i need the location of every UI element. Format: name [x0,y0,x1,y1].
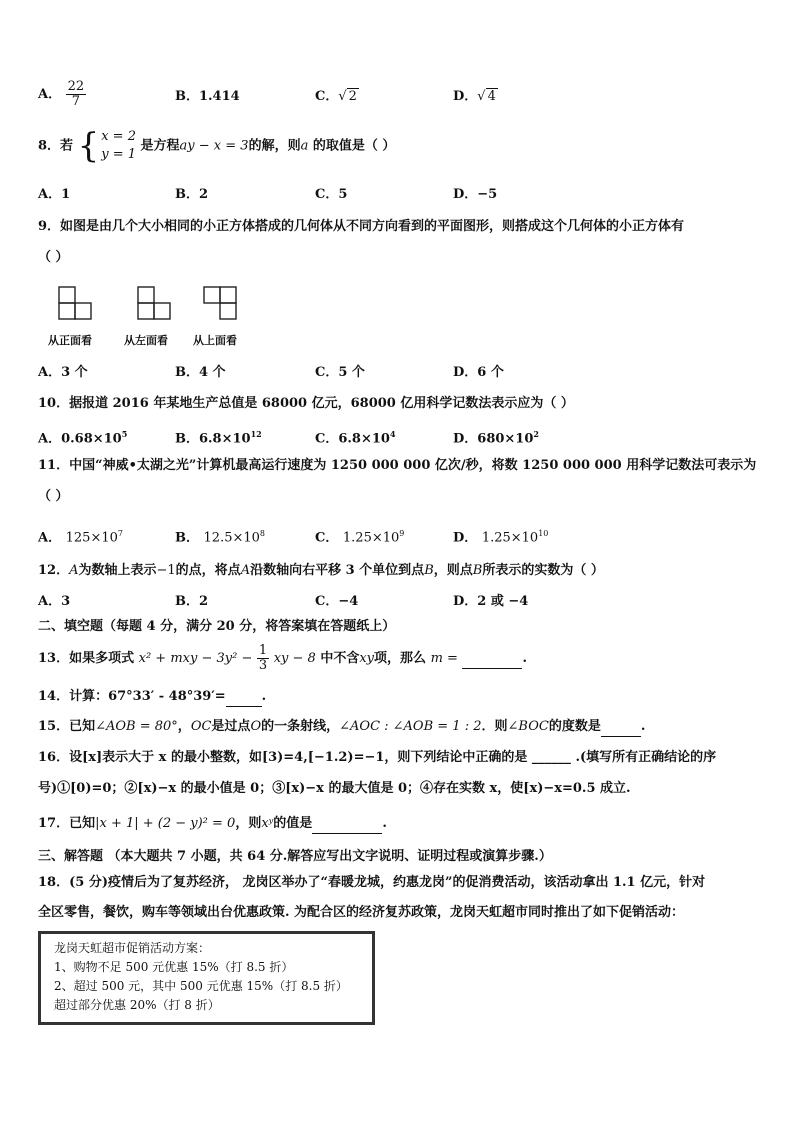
q14-answer-blank [226,688,262,707]
caption-top-view: 从上面看 [193,334,237,347]
question-10: 10．据报道 2016 年某地生产总值是 68000 亿元，68000 亿用科学记数法表示应为（ ） [38,396,574,411]
question-9-line2: （ ） [38,250,69,265]
q7-option-a: A． $\frac{22}{7}$ [38,79,85,109]
question-11-line1: 11．中国“神威•太湖之光”计算机最高运行速度为 1250 000 000 亿次/秒，将数 1250 000 000 用科学记数法可表示为 [38,458,757,473]
question-14: 14．计算：67°33′ - 48°39′= . [38,688,266,707]
q13-answer-blank [462,650,522,669]
q11-option-a: A． $125\times 10^7$ [38,529,123,546]
q10-option-a: A．$0.68\times 10^5$ [38,429,128,447]
question-18-line2: 全区零售，餐饮，购车等领域出台优惠政策. 为配合区的经济复苏政策，龙岗天虹超市同时推出了如下促销活动： [38,905,685,920]
left-view-figure [137,286,175,320]
q8-option-a: A．1 [38,187,71,202]
promotion-rule-2-extra: 超过部分优惠 20%（打 8 折） [54,998,220,1012]
promotion-box [38,931,375,1025]
question-13: 13．如果多项式 x² + mxy − 3y² − $\frac{1}{3}$ xy − 8 中不含xy项，那么 m = . [38,643,527,673]
q11-option-b: B． $12.5\times 10^8$ [175,529,266,546]
q10-option-b: B．$6.8\times 10^{12}$ [175,429,262,447]
section-2-heading: 二、填空题（每题 4 分，满分 20 分，将答案填在答题纸上） [38,619,396,634]
question-15: 15．已知∠AOB = 80°，OC是过点O的一条射线，∠AOC : ∠AOB = 1 : 2．则∠BOC的度数是 . [38,718,645,737]
caption-left-view: 从左面看 [124,334,168,347]
promotion-title: 龙岗天虹超市促销活动方案： [54,941,211,955]
q12-option-b: B．2 [175,594,209,609]
q7-fraction: $\frac{22}{7}$ [67,79,85,109]
q17-answer-blank [312,815,382,834]
q9-option-d: D．6 个 [453,365,504,380]
question-9-line1: 9．如图是由几个大小相同的小正方体搭成的几何体从不同方向看到的平面图形，则搭成这个几何体的小正方体有 [38,219,685,234]
q10-option-c: C．$6.8\times 10^4$ [315,429,396,447]
promotion-rule-2: 2、超过 500 元，其中 500 元优惠 15%（打 8.5 折） [54,979,348,993]
q9-option-a: A．3 个 [38,365,88,380]
section-3-heading: 三、解答题 （本大题共 7 小题，共 64 分.解答应写出文字说明、证明过程或演算步骤.） [38,849,552,864]
q12-option-c: C．−4 [315,594,359,609]
q9-option-c: C．5 个 [315,365,365,380]
q15-answer-blank [601,718,641,737]
top-view-figure [203,286,241,320]
question-17: 17．已知|x + 1| + (2 − y)² = 0，则xʸ的值是 . [38,815,387,834]
q12-option-d: D．2 或 −4 [453,594,529,609]
q11-option-d: D． $1.25\times 10^{10}$ [453,529,549,546]
q11-option-c: C． $1.25\times 10^9$ [315,529,405,546]
question-8: 8．若 { x = 2 y = 1 是方程ay − x = 3的解，则a 的取值是（ ） [38,126,396,166]
question-18-line1: 18．(5 分)疫情后为了复苏经济， 龙岗区举办了“春暖龙城，约惠龙岗”的促消费活动，该活动拿出 1.1 亿元，针对 [38,875,706,890]
caption-front-view: 从正面看 [48,334,92,347]
q9-option-b: B．4 个 [175,365,226,380]
q7-option-b: B．1.414 [175,89,240,104]
question-11-line2: （ ） [38,489,69,504]
front-view-figure [58,286,96,320]
question-16-line1: 16．设[x]表示大于 x 的最小整数，如[3)=4,[−1.2)=−1，则下列结论中正确的是 ______ .(填写所有正确结论的序 [38,750,717,765]
question-16-line2: 号)①[0)=0；②[x)−x 的最小值是 0；③[x)−x 的最大值是 0；④存在实数 x，使[x)−x=0.5 成立. [38,781,631,796]
q12-option-a: A．3 [38,594,71,609]
q8-option-b: B．2 [175,187,209,202]
question-12: 12．A为数轴上表示−1的点，将点A沿数轴向右平移 3 个单位到点B，则点B所表示的实数为（ ） [38,563,604,578]
q8-equation-system: { x = 2 y = 1 [77,126,136,166]
q7-option-d: D．√ 4 [453,89,496,104]
q7-option-c: C．√ 2 [315,89,357,104]
promotion-rule-1: 1、购物不足 500 元优惠 15%（打 8.5 折） [54,960,294,974]
q8-option-d: D．−5 [453,187,498,202]
q8-option-c: C．5 [315,187,348,202]
q10-option-d: D．$680\times 10^2$ [453,429,539,447]
